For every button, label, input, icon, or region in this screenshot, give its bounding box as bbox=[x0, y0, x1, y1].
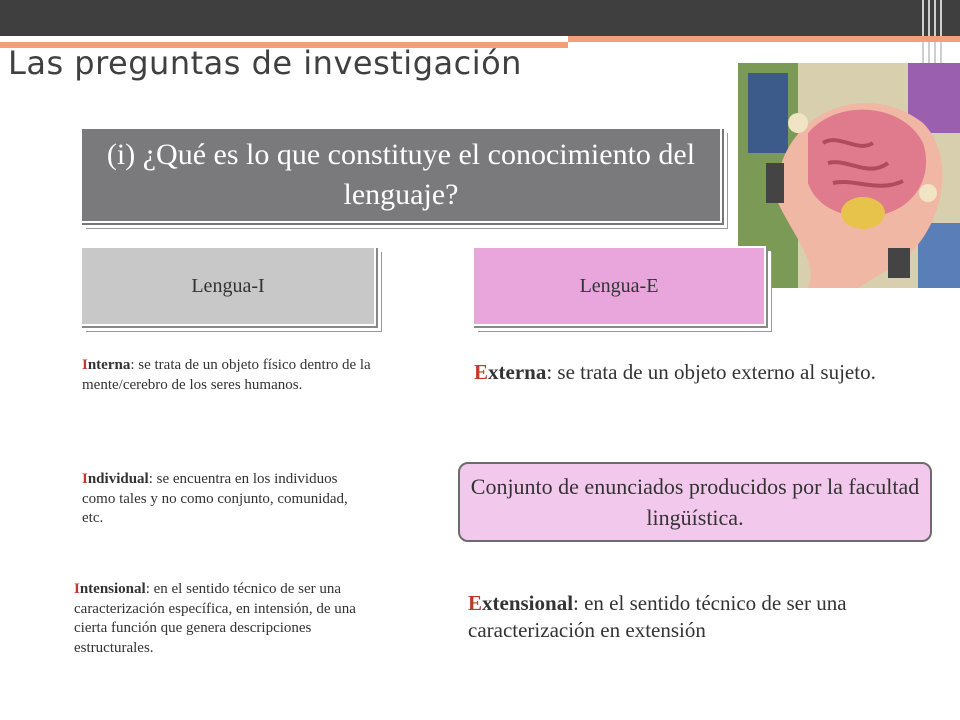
lengua-i-label: Lengua-I bbox=[191, 274, 265, 297]
accent-strip-right bbox=[568, 36, 960, 42]
brain-image bbox=[738, 63, 960, 288]
keyword: nterna bbox=[87, 357, 131, 373]
set-of-utterances-text: Conjunto de enunciados producidos por la facultad lingüística. bbox=[470, 474, 920, 530]
description: : se trata de un objeto físico dentro de la mente/cerebro de los seres humanos. bbox=[82, 357, 371, 393]
description: : se trata de un objeto externo al sujeto. bbox=[546, 360, 876, 384]
lengua-i-item-individual bbox=[82, 470, 372, 529]
brain-illustration bbox=[738, 63, 960, 288]
initial-letter: E bbox=[474, 360, 489, 384]
lengua-e-label: Lengua-E bbox=[579, 274, 659, 297]
keyword: ntensional bbox=[79, 581, 146, 597]
slide-title: Las preguntas de investigación bbox=[8, 44, 522, 82]
keyword: xtensional bbox=[482, 591, 574, 615]
set-of-utterances-box bbox=[458, 462, 932, 542]
lengua-i-item-intensional bbox=[74, 580, 372, 658]
description: : en el sentido técnico de ser una caracterización específica, en intensión, de una cierta función que genera descripciones estructurales. bbox=[74, 581, 356, 656]
lengua-i-label-box bbox=[80, 246, 376, 326]
initial-letter: I bbox=[82, 357, 88, 373]
description: : en el sentido técnico de ser una caracterización en extensión bbox=[468, 591, 847, 643]
lengua-e-label-box bbox=[472, 246, 766, 326]
research-question bbox=[80, 127, 722, 223]
keyword: xterna bbox=[488, 360, 547, 384]
lengua-i-item-interna bbox=[82, 356, 372, 395]
lengua-e-item-externa bbox=[474, 359, 894, 386]
header-bar bbox=[0, 0, 960, 36]
initial-letter: I bbox=[82, 471, 88, 487]
description: : se encuentra en los individuos como tales y no como conjunto, comunidad, etc. bbox=[82, 471, 348, 526]
keyword: ndividual bbox=[87, 471, 149, 487]
research-question-text: (i) ¿Qué es lo que constituye el conocimiento del lenguaje? bbox=[106, 138, 696, 211]
initial-letter: I bbox=[74, 581, 80, 597]
initial-letter: E bbox=[468, 591, 483, 615]
lengua-e-item-extensional bbox=[468, 590, 898, 645]
